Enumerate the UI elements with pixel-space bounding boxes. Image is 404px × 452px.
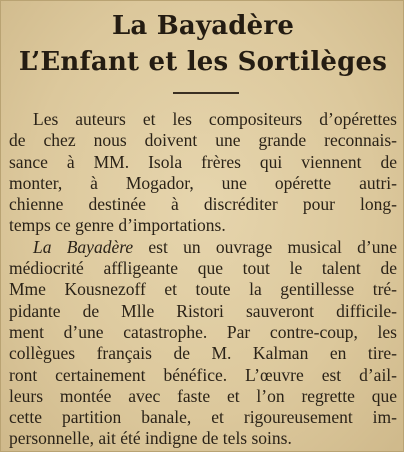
paragraph-2-line: ront certainement bénéfice. L’œuvre est d’ail- — [9, 364, 397, 385]
paragraph-2-line: collègues français de M. Kalman en tire- — [9, 343, 397, 364]
italic-work-title: La Bayadère — [33, 236, 134, 257]
paragraph-2-line: personnelle, ait été indigne de tels soins. — [9, 428, 292, 449]
paragraph-2-line: ment d’une catastrophe. Par contre-coup, les — [9, 321, 397, 342]
title-divider — [173, 92, 239, 94]
paragraph-1-line: sance à MM. Isola frères qui viennent de — [9, 151, 397, 172]
paragraph-2-line: leurs montée avec faste et l’on regrette que — [9, 385, 397, 406]
paragraph-2-line: pidante de Mlle Ristori sauveront difficile- — [9, 300, 397, 321]
paragraph-1-line: Les auteurs et les compositeurs d’opérettes — [33, 109, 397, 129]
paragraph-2-line: cette partition banale, et rigoureusement im- — [9, 407, 397, 428]
paragraph-1-line: chienne destinée à discréditer pour long- — [9, 194, 397, 215]
paragraph-2-line: médiocrité affligeante que tout le talent de — [9, 258, 397, 279]
headline-title-2: L’Enfant et les Sortilèges — [18, 47, 388, 77]
paragraph-1-line: monter, à Mogador, une opérette autri- — [9, 172, 397, 193]
paragraph-2-first-line-rest: est un ouvrage musical d’une — [133, 236, 397, 257]
paragraph-2-line: Mme Kousnezoff et toute la gentillesse tré- — [9, 279, 397, 300]
paragraph-1-line: de chez nous doivent une grande reconnais- — [9, 130, 397, 151]
headline-title-1: La Bayadère — [111, 11, 295, 41]
article-body — [9, 109, 397, 450]
paragraph-2-first-line — [9, 237, 397, 258]
paragraph-1-line: temps ce genre d’importations. — [9, 215, 226, 236]
